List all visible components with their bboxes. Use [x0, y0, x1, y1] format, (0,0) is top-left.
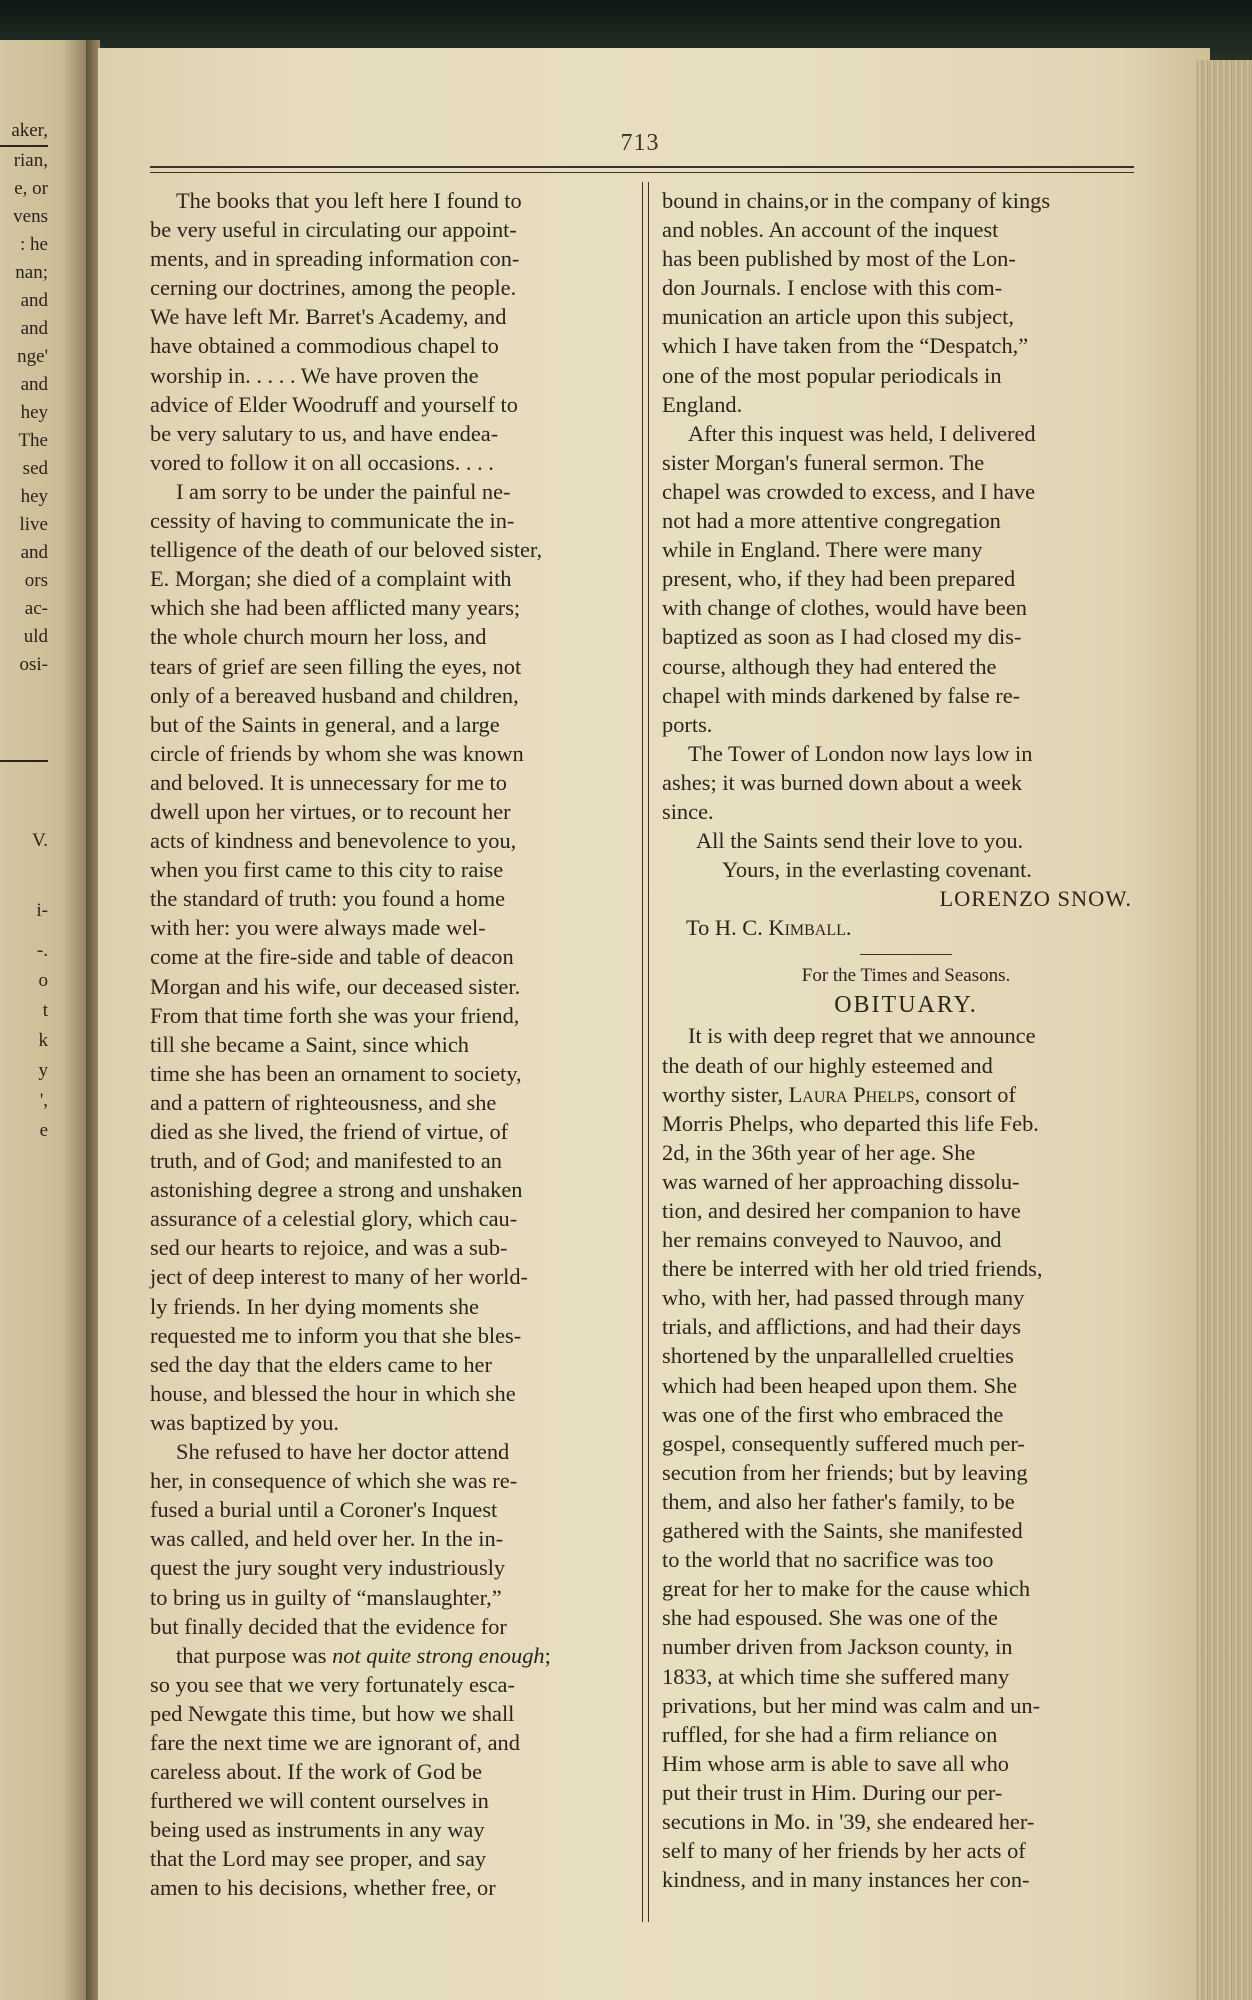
- previous-page-fragment: and: [20, 542, 48, 563]
- previous-page-fragment: vens: [13, 206, 48, 227]
- section-credit: For the Times and Seasons.: [801, 965, 1011, 987]
- text-line: ly friends. In her dying moments she: [150, 1293, 479, 1319]
- text-line: cerning our doctrines, among the people.: [150, 275, 517, 301]
- previous-page-fragment: nan;: [15, 262, 48, 283]
- text-line: furthered we will content ourselves in: [150, 1788, 489, 1814]
- text-line: 1833, at which time she suffered many: [662, 1663, 1010, 1689]
- letter-valediction: Yours, in the everlasting covenant.: [722, 857, 1032, 883]
- letter-paragraph-chains: [662, 186, 1150, 419]
- text-line: don Journals. I enclose with this com-: [662, 275, 1003, 301]
- text-line: After this inquest was held, I delivered: [688, 420, 1036, 446]
- text-line: and nobles. An account of the inquest: [662, 217, 999, 243]
- text-line: her remains conveyed to Nauvoo, and: [662, 1227, 1002, 1253]
- text-line: died as she lived, the friend of virtue, of: [150, 1119, 509, 1144]
- text-line: time she has been an ornament to society,: [150, 1060, 522, 1086]
- text-line: secutions in Mo. in '39, she endeared her-: [662, 1808, 1035, 1834]
- text-line: Morgan and his wife, our deceased sister.: [150, 973, 521, 999]
- text-line: privations, but her mind was calm and un-: [662, 1692, 1041, 1718]
- text-line: while in England. There were many: [662, 537, 983, 563]
- text-line: one of the most popular periodicals in: [662, 362, 1002, 388]
- text-line: great for her to make for the cause which: [662, 1576, 1031, 1602]
- text-line: dwell upon her virtues, or to recount her: [150, 798, 511, 824]
- text-line: quest the jury sought very industriously: [150, 1555, 506, 1581]
- text-line: tears of grief are seen filling the eyes, not: [150, 653, 522, 679]
- text-line: gospel, consequently suffered much per-: [662, 1430, 1025, 1456]
- text-line: I am sorry to be under the painful ne-: [176, 478, 511, 504]
- previous-page-fragment: aker,: [11, 120, 48, 141]
- previous-page-fragment: ',: [39, 1090, 48, 1111]
- column-divider-thin: [648, 182, 649, 1922]
- text-line: sed our hearts to rejoice, and was a sub-: [150, 1235, 508, 1261]
- column-divider: [642, 182, 643, 1922]
- text-line: telligence of the death of our beloved sister,: [150, 537, 543, 563]
- previous-page-fragment: and: [20, 374, 48, 395]
- text-line: ject of deep interest to many of her world-: [150, 1264, 529, 1290]
- text-line: We have left Mr. Barret's Academy, and: [150, 304, 507, 330]
- previous-page-fragment: ors: [24, 570, 48, 591]
- text-line: till she became a Saint, since which: [150, 1031, 469, 1057]
- page-number: 713: [620, 130, 660, 156]
- text-line: the death of our highly esteemed and: [662, 1052, 993, 1078]
- text-line: It is with deep regret that we announce: [688, 1023, 1036, 1049]
- text-line: be very salutary to us, and have endea-: [150, 420, 499, 446]
- text-line: cessity of having to communicate the in-: [150, 508, 515, 534]
- text-line: number driven from Jackson county, in: [662, 1634, 1013, 1660]
- obituary-paragraph: [662, 1021, 1150, 1894]
- deceased-name: Laura Phelps,: [788, 1081, 921, 1107]
- previous-page-fragment: and: [20, 290, 48, 311]
- text-line: so you see that we very fortunately esca-: [150, 1671, 515, 1697]
- text-line: put their trust in Him. During our per-: [662, 1779, 1003, 1805]
- previous-page-fragment: y: [38, 1060, 48, 1081]
- text-line: self to many of her friends by her acts of: [662, 1838, 1026, 1864]
- text-line: careless about. If the work of God be: [150, 1759, 483, 1785]
- text-line: astonishing degree a strong and unshaken: [150, 1177, 523, 1203]
- text-line: which had been heaped upon them. She: [662, 1372, 1018, 1398]
- letter-addressee: To H. C. Kimball.: [686, 915, 852, 941]
- text-line: The books that you left here I found to: [176, 188, 522, 213]
- text-line: present, who, if they had been prepared: [662, 566, 1016, 592]
- previous-page-fragment: nge': [17, 346, 48, 367]
- text-line: tion, and desired her companion to have: [662, 1198, 1021, 1223]
- text-line: that the Lord may see proper, and say: [150, 1846, 487, 1872]
- text-line: fare the next time we are ignorant of, and: [150, 1729, 520, 1755]
- text-line: being used as instruments in any way: [150, 1817, 485, 1843]
- text-line: when you first came to this city to raise: [150, 857, 504, 883]
- text-line: assurance of a celestial glory, which cau-: [150, 1206, 518, 1232]
- previous-page-fragment: uld: [23, 626, 48, 647]
- text-line: only of a bereaved husband and children,: [150, 682, 519, 708]
- text-line: sister Morgan's funeral sermon. The: [662, 449, 985, 475]
- text-line: shortened by the unparallelled cruelties: [662, 1343, 1014, 1369]
- text-line: was one of the first who embraced the: [662, 1401, 1004, 1427]
- previous-page-fragment: The: [18, 430, 48, 451]
- text-line: but of the Saints in general, and a large: [150, 711, 500, 737]
- letter-paragraph-inquest: [150, 1437, 638, 1903]
- text-line: gathered with the Saints, she manifested: [662, 1518, 1023, 1544]
- previous-page-rule: [0, 145, 48, 147]
- text-line: advice of Elder Woodruff and yourself to: [150, 391, 518, 417]
- emphasis-text: not quite strong enough: [332, 1642, 545, 1668]
- text-line: have obtained a commodious chapel to: [150, 333, 499, 359]
- text-line: ashes; it was burned down about a week: [662, 769, 1023, 795]
- text-line: and beloved. It is unnecessary for me to: [150, 769, 507, 795]
- text-line: E. Morgan; she died of a complaint with: [150, 566, 512, 592]
- text-line: which I have taken from the “Despatch,”: [662, 333, 1029, 359]
- letter-paragraph-tower: [662, 739, 1150, 826]
- text-line: requested me to inform you that she bles-: [150, 1322, 522, 1348]
- text-line: trials, and afflictions, and had their days: [662, 1314, 1021, 1340]
- text-line: baptized as soon as I had closed my dis-: [662, 624, 1022, 650]
- text-line: worship in. . . . . We have proven the: [150, 362, 479, 388]
- text-line: England.: [662, 391, 743, 417]
- text-line: but finally decided that the evidence for: [150, 1613, 507, 1639]
- previous-page-edge: [0, 40, 88, 2000]
- previous-page-fragment: rian,: [13, 150, 48, 171]
- text-line: truth, and of God; and manifested to an: [150, 1148, 502, 1174]
- previous-page-fragment: hey: [20, 486, 48, 507]
- previous-page-fragment: and: [20, 318, 48, 339]
- text-line: which she had been afflicted many years;: [150, 595, 521, 621]
- text-line: who, with her, had passed through many: [662, 1285, 1025, 1311]
- text-line: kindness, and in many instances her con-: [662, 1867, 1030, 1893]
- previous-page-fragment: : he: [20, 234, 48, 255]
- previous-page-fragment: o: [38, 970, 48, 991]
- text-line: has been published by most of the Lon-: [662, 246, 1016, 272]
- text-line: the whole church mourn her loss, and: [150, 624, 487, 650]
- text-line: chapel with minds darkened by false re-: [662, 682, 1021, 708]
- text-line: Morris Phelps, who departed this life Feb.: [662, 1110, 1039, 1136]
- text-line: munication an article upon this subject,: [662, 304, 1014, 330]
- letter-signature: LORENZO SNOW.: [939, 886, 1132, 912]
- text-line: sed the day that the elders came to her: [150, 1351, 492, 1377]
- text-line: with her: you were always made wel-: [150, 915, 486, 941]
- text-line: bound in chains,or in the company of kings: [662, 188, 1051, 213]
- text-line: to bring us in guilty of “manslaughter,”: [150, 1584, 502, 1610]
- previous-page-fragment: e: [39, 1120, 48, 1141]
- previous-page-fragment: ac-: [24, 598, 48, 619]
- right-column: [662, 186, 1150, 1894]
- text-line: house, and blessed the hour in which she: [150, 1380, 516, 1406]
- text-line: 2d, in the 36th year of her age. She: [662, 1139, 976, 1165]
- text-line: since.: [662, 798, 714, 824]
- text-line: was baptized by you.: [150, 1409, 340, 1435]
- letter-paragraph-books: [150, 186, 638, 477]
- text-line: From that time forth she was your friend,: [150, 1002, 520, 1028]
- previous-page-fragment: i-: [36, 900, 48, 921]
- text-line: with change of clothes, would have been: [662, 595, 1027, 621]
- section-divider: [860, 954, 952, 955]
- text-line: amen to his decisions, whether free, or: [150, 1875, 496, 1901]
- text-line: The Tower of London now lays low in: [688, 740, 1033, 766]
- left-column: [150, 186, 638, 1903]
- text-line: not had a more attentive congregation: [662, 508, 1001, 534]
- text-line: to the world that no sacrifice was too: [662, 1547, 994, 1573]
- header-rule-thin: [150, 172, 1134, 173]
- text-line: and a pattern of righteousness, and she: [150, 1089, 497, 1115]
- previous-page-fragment: k: [38, 1030, 48, 1051]
- previous-page-fragment: -.: [36, 940, 48, 961]
- text-line: Him whose arm is able to save all who: [662, 1750, 1009, 1776]
- text-line: come at the fire-side and table of deacon: [150, 944, 514, 970]
- text-line: course, although they had entered the: [662, 653, 997, 679]
- text-line: them, and also her father's family, to be: [662, 1488, 1015, 1514]
- text-line: worthy sister, Laura Phelps, consort of: [662, 1081, 1016, 1107]
- letter-paragraph-death-notice: [150, 477, 638, 1437]
- text-line: She refused to have her doctor attend: [176, 1439, 510, 1465]
- letter-closing: All the Saints send their love to you.: [696, 828, 1024, 854]
- text-line: be very useful in circulating our appoint-: [150, 217, 517, 243]
- text-line: chapel was crowded to excess, and I have: [662, 478, 1036, 504]
- previous-page-fragment: hey: [20, 402, 48, 423]
- obituary-heading: OBITUARY.: [834, 992, 978, 1019]
- text-line: ments, and in spreading information con-: [150, 246, 520, 272]
- previous-page-fragment: t: [42, 1000, 48, 1021]
- text-line: ruffled, for she had a firm reliance on: [662, 1721, 998, 1747]
- text-line: was called, and held over her. In the in-: [150, 1526, 504, 1552]
- text-line: secution from her friends; but by leaving: [662, 1459, 1028, 1485]
- text-line: her, in consequence of which she was re-: [150, 1468, 518, 1494]
- page-stack-edge: [1196, 60, 1252, 2000]
- previous-page-fragment: e, or: [14, 178, 48, 199]
- text-line: was warned of her approaching dissolu-: [662, 1168, 1020, 1194]
- letter-paragraph-funeral: [662, 419, 1150, 739]
- text-line: ped Newgate this time, but how we shall: [150, 1700, 515, 1726]
- text-line: vored to follow it on all occasions. . . .: [150, 449, 494, 475]
- previous-page-rule: [0, 760, 48, 762]
- text-line: acts of kindness and benevolence to you,: [150, 828, 517, 854]
- previous-page-fragment: V.: [31, 830, 48, 851]
- text-line: she had espoused. She was one of the: [662, 1605, 998, 1631]
- text-line: the standard of truth: you found a home: [150, 886, 506, 912]
- previous-page-fragment: osi-: [19, 654, 48, 675]
- header-rule: [150, 166, 1134, 168]
- previous-page-fragment: sed: [22, 458, 48, 479]
- text-line: ports.: [662, 711, 713, 737]
- text-line: there be interred with her old tried friends,: [662, 1256, 1043, 1282]
- text-line: fused a burial until a Coroner's Inquest: [150, 1497, 498, 1523]
- previous-page-fragment: live: [19, 514, 48, 535]
- text-line: circle of friends by whom she was known: [150, 740, 524, 766]
- text-line: that purpose was not quite strong enough;: [176, 1642, 551, 1668]
